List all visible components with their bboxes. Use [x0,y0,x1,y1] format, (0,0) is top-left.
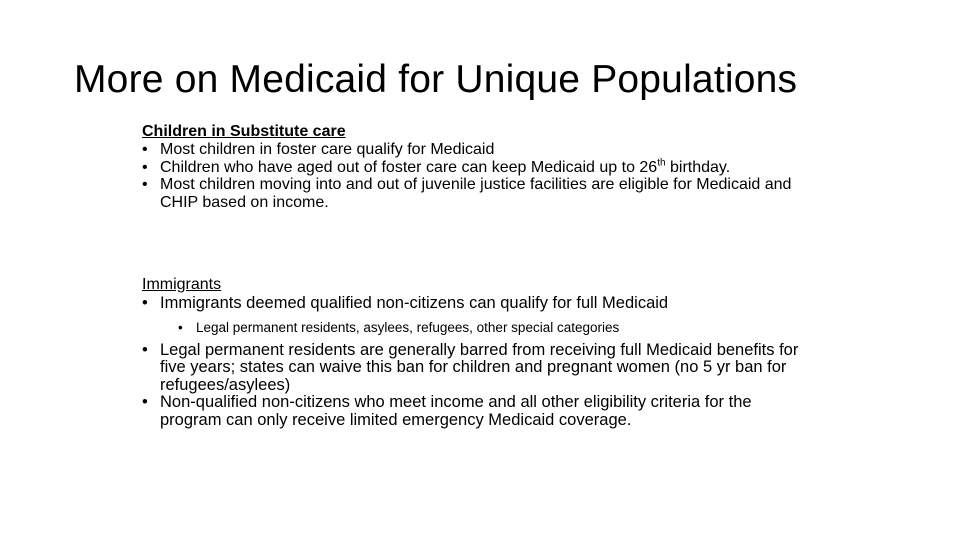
list-item [142,342,802,395]
immigrants-section [142,275,802,429]
bullet-text: Legal permanent residents are generally barred from receiving full Medicaid benefits for five years; states can waive this ban for children and pregnant women (no 5 yr ban for refugees/asylees) [160,340,799,394]
bullet-text-continued: birthday. [665,158,731,176]
immigrants-bullet-list [142,295,802,429]
bullet-text: Most children in foster care qualify for Medicaid [160,141,495,158]
bullet-text: Most children moving into and out of juvenile justice facilities are eligible for Medicaid and CHIP based on income. [160,176,792,211]
sub-list-item [142,319,802,336]
list-item [142,394,802,429]
bullet-text: Immigrants deemed qualified non-citizens can qualify for full Medicaid [160,294,669,312]
list-item [142,141,802,159]
list-item [142,295,802,313]
immigrants-heading: Immigrants [142,276,222,293]
bullet-text: Non-qualified non-citizens who meet income and all other eligibility criteria for the program can only receive limited emergency Medicaid coverage. [160,393,752,429]
list-item [142,176,802,211]
list-item [142,159,802,177]
children-bullet-list [142,141,802,211]
children-section [142,122,802,211]
slide-title: More on Medicaid for Unique Populations [74,58,798,101]
bullet-text: Children who have aged out of foster care can keep Medicaid up to 26 [160,158,658,176]
sub-bullet-text: Legal permanent residents, asylees, refugees, other special categories [196,319,620,335]
children-heading: Children in Substitute care [142,123,346,140]
superscript: th [657,157,666,169]
